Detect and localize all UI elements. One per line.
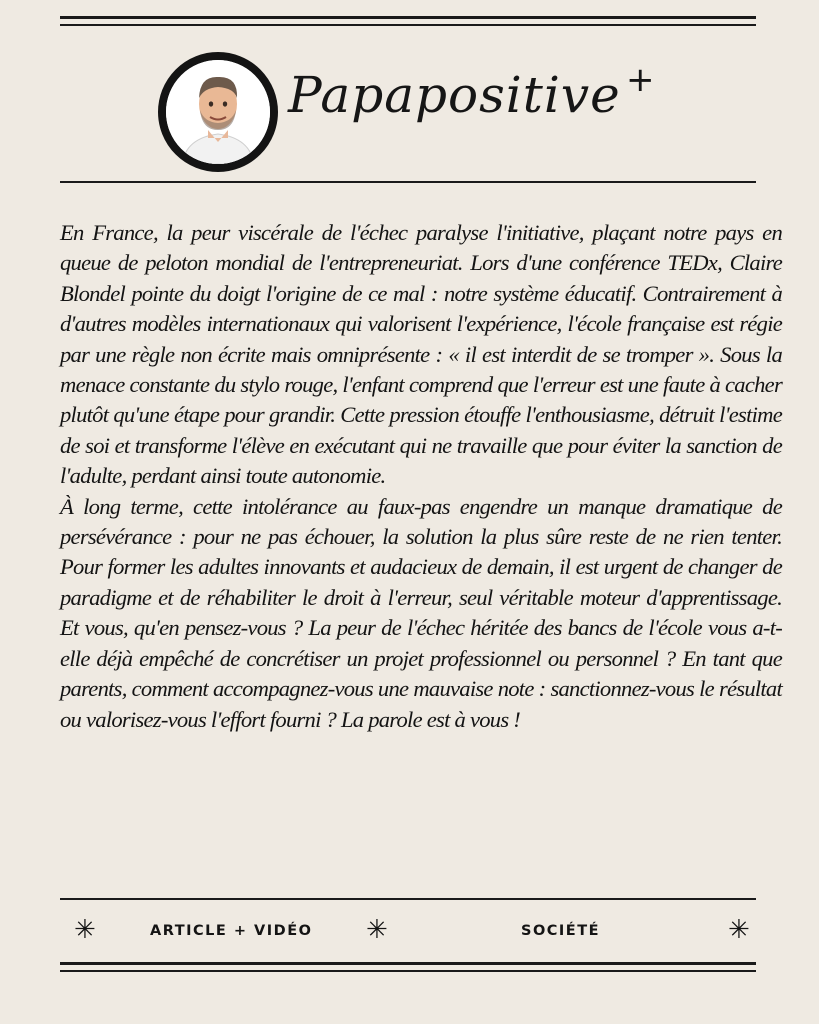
footer-tags bbox=[60, 912, 756, 952]
article-paragraph-1: En France, la peur viscérale de l'échec paralyse l'initiative, plaçant notre pays en queue de peloton mondial de l'entrepreneuriat. Lors d'une conférence TEDx, Claire Blondel pointe du doigt l'origine de ce mal : notre système éducatif. Contrairement à d'autres modèles internationaux qui valorisent l'expérience, l'école française est régie par une règle non écrite mais omniprésente : « il est interdit de se tromper ». Sous la menace constante du stylo rouge, l'enfant comprend que l'erreur est une faute à cacher plutôt qu'une étape pour grandir. Cette pression étouffe l'enthousiasme, détruit l'estime de soi et transforme l'élève en exécutant qui ne travaille que pour éviter la sanction de l'adulte, perdant ainsi toute autonomie. bbox=[60, 220, 782, 489]
man-portrait-icon bbox=[166, 60, 270, 164]
brand-header bbox=[158, 52, 678, 164]
article-paragraph-2: À long terme, cette intolérance au faux-pas engendre un manque dramatique de persévérance : pour ne pas échouer, la solution la plus sûre reste de ne rien tenter. Pour former les adultes innovants et audacieux de demain, il est urgent de changer de paradigme et de réhabiliter le droit à l'erreur, seul véritable moteur d'apprentissage. Et vous, qu'en pensez-vous ? La peur de l'échec héritée des bancs de l'école vous a-t-elle déjà empêché de concrétiser un projet professionnel ou personnel ? En tant que parents, comment accompagnez-vous une mauvaise note : sanctionnez-vous le résultat ou valorisez-vous l'effort fourni ? La parole est à vous ! bbox=[60, 493, 782, 732]
asterisk-icon: ✳ bbox=[366, 915, 388, 945]
tag-article-video[interactable]: ARTICLE + VIDÉO bbox=[150, 923, 313, 939]
article-body bbox=[60, 218, 782, 735]
asterisk-icon: ✳ bbox=[728, 915, 750, 945]
asterisk-icon: ✳ bbox=[74, 915, 96, 945]
top-rule-thick bbox=[60, 16, 756, 19]
header-rule bbox=[60, 181, 756, 183]
brand-name: Papapositive bbox=[288, 66, 621, 124]
tag-societe[interactable]: SOCIÉTÉ bbox=[521, 923, 601, 939]
top-rule-thin bbox=[60, 24, 756, 26]
brand-plus-mark: + bbox=[626, 60, 655, 100]
bottom-rule-thick bbox=[60, 962, 756, 965]
avatar bbox=[158, 52, 278, 172]
footer-top-rule bbox=[60, 898, 756, 900]
bottom-rule-thin bbox=[60, 970, 756, 972]
